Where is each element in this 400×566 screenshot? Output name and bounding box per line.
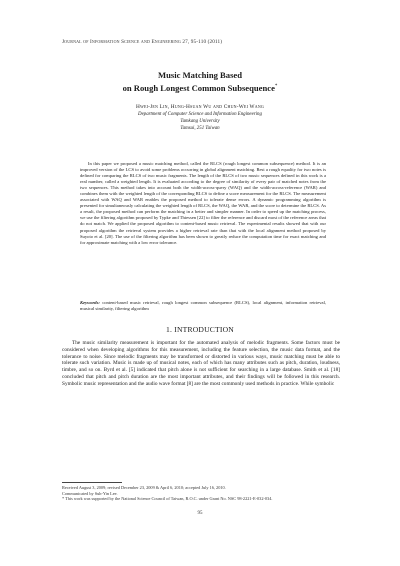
keywords [80, 300, 326, 312]
footnotes [62, 485, 340, 502]
footnote-received: Received August 3, 2009; revised December 23, 2009 & April 6, 2010; accepted July 16, 2010. [62, 485, 226, 490]
affiliation-univ: Tamkang University [180, 118, 220, 124]
abstract: In this paper we proposed a music matching method, called the RLCS (rough longest common subsequence) method. It is an improved version of the LCS to avoid some problems occurring in global alignment matching. Rest a rough equality for two notes is defined for comparing the RLCS of two music fragments. The length of the RLCS of two music sequences defined in this work is a real number, called a weighted length. It is evaluated according to the degree of similarity of every pair of matched notes from the two sequences. This method takes into account both the width-across-query (WAQ) and the width-across-reference (WAR) and combines them with the weighted length of the corresponding RLCS to define a score measurement for the RLCS. The measurement associated with WAQ and WAR enables the proposed method to tolerate dense errors. A dynamic programming algorithm is presented for simultaneously calculating the weighted length of RLCS, the WAQ, the WAR, and the score to determine the RLCS. As a result, the proposed method can perform the matching in a better and simpler manner. In order to speed up the matching process, we use the filtering algorithm proposed by Typke and Thiessen [22] to filter the reference and discard most of the reference areas that do not match. We applied the proposed algorithm to content-based music retrieval. The experimental results showed that with our proposed algorithm the retrieval system provides a higher retrieval rate than that with the local alignment method proposed by Suyoto et al. [20]. The use of the filtering algorithm has been shown to greatly reduce the computation time for exact matching and for approximate matching with a low error tolerance. [80, 161, 326, 245]
page-number: 95 [197, 511, 203, 516]
title-line-2 [0, 81, 400, 94]
title-line-1: Music Matching Based [157, 70, 243, 80]
affiliation-dept: Department of Computer Science and Information Engineering [138, 112, 262, 117]
footnote-funding: * This work was supported by the National Science Council of Taiwan, R.O.C. under Grant No. NSC 98-2221-E-032-034. [62, 496, 273, 502]
section-body: The music similarity measurement is important for the automated analysis of melodic fragments. Some factors must be considered when developing algorithms for this measurement, including the feature selection, the music data format, and the tolerance to noise. Since melodic fragments may be transformed or distorted in various ways, music matching must be able to tolerate such variation. Music is made up of musical notes, each of which has many attributes such as pitch, duration, loudness, timbre, and so on. Byrd et al. [5] indicated that pitch alone is not sufficient for searching in a large database. Smith et al. [18] concluded that pitch and pitch duration are the most important attributes, and their findings will be followed in this research. Symbolic music representation and the audio wave format [8] are the most commonly used methods in practice. While symbolic [62, 340, 340, 387]
footnote-rule [62, 482, 122, 483]
title-footnote-mark: * [274, 84, 278, 89]
running-head: Journal of Information Science and Engineering 27, 95-110 (2011) [62, 39, 223, 45]
keywords-text: content-based music retrieval, rough longest common subsequence (RLCS), local alignment, information retrieval, musical similarity, filtering algorithm [80, 300, 326, 312]
title-line-2-text: on Rough Longest Common Subsequence [122, 83, 275, 93]
author-list: Hwei-Jen Lin, Hung-Hsuan Wu and Chun-Wei Wang [136, 104, 264, 110]
affiliation-city: Tamsui, 251 Taiwan [180, 125, 220, 131]
paper-title [0, 70, 400, 94]
keywords-label: Keywords: [80, 300, 100, 305]
footnote-communicated: Communicated by Suh-Yin Lee. [62, 490, 118, 496]
affiliation [0, 112, 400, 132]
section-heading: 1. INTRODUCTION [166, 325, 234, 334]
